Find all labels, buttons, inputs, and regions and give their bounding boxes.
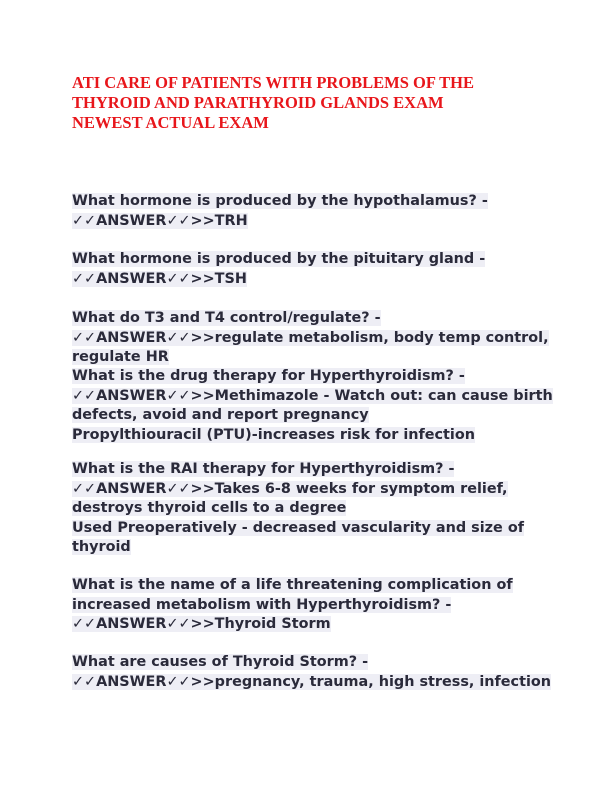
answer-line: destroys thyroid cells to a degree xyxy=(72,500,347,517)
answer-line: ✓✓ANSWER✓✓>>Thyroid Storm xyxy=(72,616,331,633)
title-line: THYROID AND PARATHYROID GLANDS EXAM xyxy=(72,93,444,112)
qa-item-thyroid-storm xyxy=(72,576,547,635)
answer-line: ✓✓ANSWER✓✓>>regulate metabolism, body temp control, xyxy=(72,329,549,346)
qa-item-hypothalamus xyxy=(72,192,547,231)
document-title xyxy=(72,73,542,133)
answer-line: regulate HR xyxy=(72,349,169,366)
answer-line: ✓✓ANSWER✓✓>>pregnancy, trauma, high stress, infection xyxy=(72,673,552,690)
answer-line: Propylthiouracil (PTU)-increases risk for infection xyxy=(72,426,476,443)
question-line: What is the name of a life threatening complication of xyxy=(72,577,513,593)
answer-line: thyroid xyxy=(72,539,131,556)
answer-line: defects, avoid and report pregnancy xyxy=(72,407,369,424)
answer-line: ✓✓ANSWER✓✓>>Takes 6-8 weeks for symptom relief, xyxy=(72,480,508,497)
question-line: What hormone is produced by the pituitary gland - xyxy=(72,251,486,267)
answer-line: Used Preoperatively - decreased vascularity and size of xyxy=(72,519,524,536)
qa-item-drug-therapy xyxy=(72,367,553,445)
question-line: What are causes of Thyroid Storm? - xyxy=(72,654,369,670)
qa-item-storm-causes xyxy=(72,653,552,692)
answer-line: ✓✓ANSWER✓✓>>TSH xyxy=(72,270,247,287)
qa-item-rai-therapy xyxy=(72,460,547,558)
qa-item-t3-t4 xyxy=(72,309,547,368)
question-line: What do T3 and T4 control/regulate? - xyxy=(72,310,381,326)
title-line: ATI CARE OF PATIENTS WITH PROBLEMS OF THE xyxy=(72,73,475,92)
answer-line: ✓✓ANSWER✓✓>>Methimazole - Watch out: can cause birth xyxy=(72,387,553,404)
answer-line: ✓✓ANSWER✓✓>>TRH xyxy=(72,212,248,229)
question-line: What is the RAI therapy for Hyperthyroidism? - xyxy=(72,461,455,477)
question-line: increased metabolism with Hyperthyroidism? - xyxy=(72,596,452,613)
question-line: What hormone is produced by the hypothalamus? - xyxy=(72,193,488,209)
question-line: What is the drug therapy for Hyperthyroidism? - xyxy=(72,368,465,384)
qa-item-pituitary xyxy=(72,250,547,289)
title-line: NEWEST ACTUAL EXAM xyxy=(72,113,269,132)
